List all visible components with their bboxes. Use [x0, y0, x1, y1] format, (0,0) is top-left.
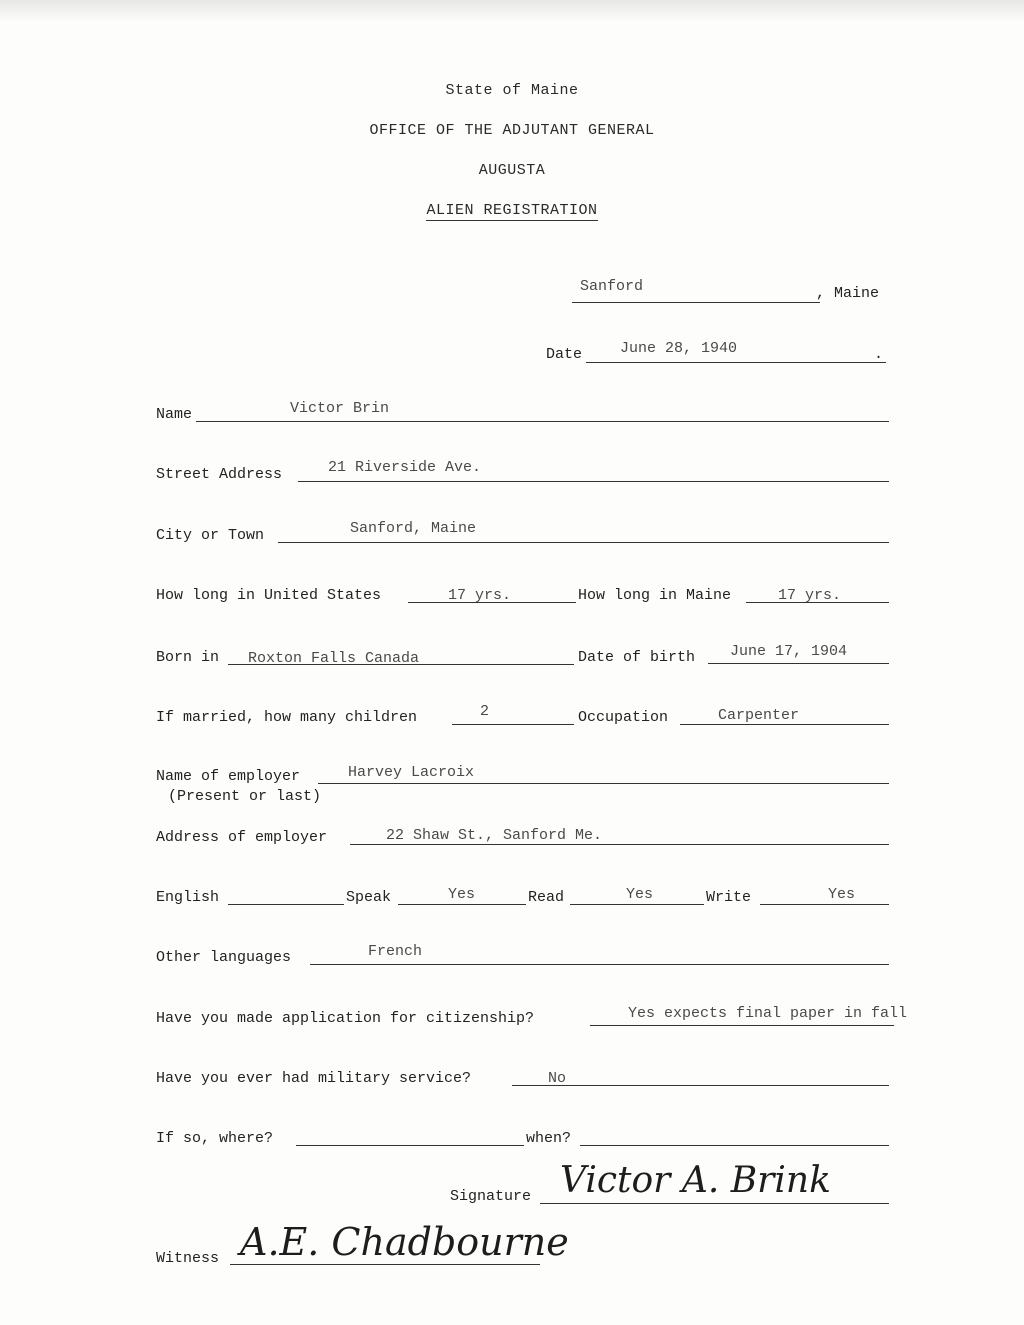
- witness-line: [230, 1264, 540, 1265]
- date-trailing-period: .: [874, 346, 884, 363]
- employer-address-label: Address of employer: [156, 829, 328, 846]
- signature-handwriting: Victor A. Brink: [560, 1160, 831, 1201]
- born-in-label: Born in: [156, 649, 220, 666]
- english-line: [228, 904, 344, 905]
- occupation-value: Carpenter: [718, 707, 800, 724]
- children-value: 2: [480, 703, 490, 720]
- other-languages-value: French: [368, 943, 423, 960]
- citizenship-value: Yes expects final paper in fall: [628, 1005, 908, 1022]
- how-long-maine-label: How long in Maine: [578, 587, 732, 604]
- name-line: [196, 421, 889, 422]
- occupation-label: Occupation: [578, 709, 669, 726]
- employer-line: [318, 783, 889, 784]
- header-city: AUGUSTA: [478, 162, 546, 179]
- how-long-maine-value: 17 yrs.: [778, 587, 842, 604]
- employer-value: Harvey Lacroix: [348, 764, 475, 781]
- header-office: OFFICE OF THE ADJUTANT GENERAL: [369, 122, 655, 139]
- children-label: If married, how many children: [156, 709, 418, 726]
- children-line: [452, 724, 574, 725]
- scan-edge-shadow: [0, 0, 1024, 22]
- speak-value: Yes: [448, 886, 476, 903]
- witness-handwriting: A.E. Chadbourne: [240, 1220, 569, 1264]
- write-label: Write: [706, 889, 752, 906]
- other-languages-line: [310, 964, 889, 965]
- military-value: No: [548, 1070, 567, 1087]
- when-line: [580, 1145, 889, 1146]
- how-long-us-value: 17 yrs.: [448, 587, 512, 604]
- where-line: [296, 1145, 524, 1146]
- date-of-birth-value: June 17, 1904: [730, 643, 848, 660]
- read-value: Yes: [626, 886, 654, 903]
- other-languages-label: Other languages: [156, 949, 292, 966]
- signature-line: [540, 1203, 889, 1204]
- occupation-line: [680, 724, 889, 725]
- employer-address-value: 22 Shaw St., Sanford Me.: [386, 827, 603, 844]
- witness-label: Witness: [156, 1250, 220, 1267]
- name-label: Name: [156, 406, 193, 423]
- write-value: Yes: [828, 886, 856, 903]
- form-title: [0, 202, 1024, 221]
- city-line: [278, 542, 889, 543]
- english-label: English: [156, 889, 220, 906]
- form-title-text: ALIEN REGISTRATION: [426, 202, 598, 219]
- date-of-birth-label: Date of birth: [578, 649, 696, 666]
- header-state: State of Maine: [445, 82, 579, 99]
- street-address-value: 21 Riverside Ave.: [328, 459, 482, 476]
- read-line: [570, 904, 704, 905]
- employer-label: Name of employer: [156, 768, 301, 785]
- date-value: June 28, 1940: [620, 340, 738, 357]
- state-suffix: , Maine: [816, 285, 880, 302]
- date-line: [586, 362, 886, 363]
- town-line: [572, 302, 820, 303]
- employer-sublabel: (Present or last): [168, 788, 322, 805]
- military-line: [512, 1085, 889, 1086]
- city-value: Sanford, Maine: [350, 520, 477, 537]
- read-label: Read: [528, 889, 565, 906]
- when-label: when?: [526, 1130, 572, 1147]
- date-label: Date: [546, 346, 583, 363]
- speak-line: [398, 904, 526, 905]
- city-label: City or Town: [156, 527, 265, 544]
- speak-label: Speak: [346, 889, 392, 906]
- how-long-us-label: How long in United States: [156, 587, 382, 604]
- street-address-line: [298, 481, 889, 482]
- town-value: Sanford: [580, 278, 644, 295]
- street-address-label: Street Address: [156, 466, 283, 483]
- where-label: If so, where?: [156, 1130, 274, 1147]
- date-of-birth-line: [708, 663, 889, 664]
- military-label: Have you ever had military service?: [156, 1070, 472, 1087]
- citizenship-label: Have you made application for citizenship?: [156, 1010, 535, 1027]
- signature-label: Signature: [450, 1188, 532, 1205]
- employer-address-line: [350, 844, 889, 845]
- name-value: Victor Brin: [290, 400, 390, 417]
- citizenship-line: [590, 1025, 894, 1026]
- write-line: [760, 904, 889, 905]
- born-in-value: Roxton Falls Canada: [248, 650, 420, 667]
